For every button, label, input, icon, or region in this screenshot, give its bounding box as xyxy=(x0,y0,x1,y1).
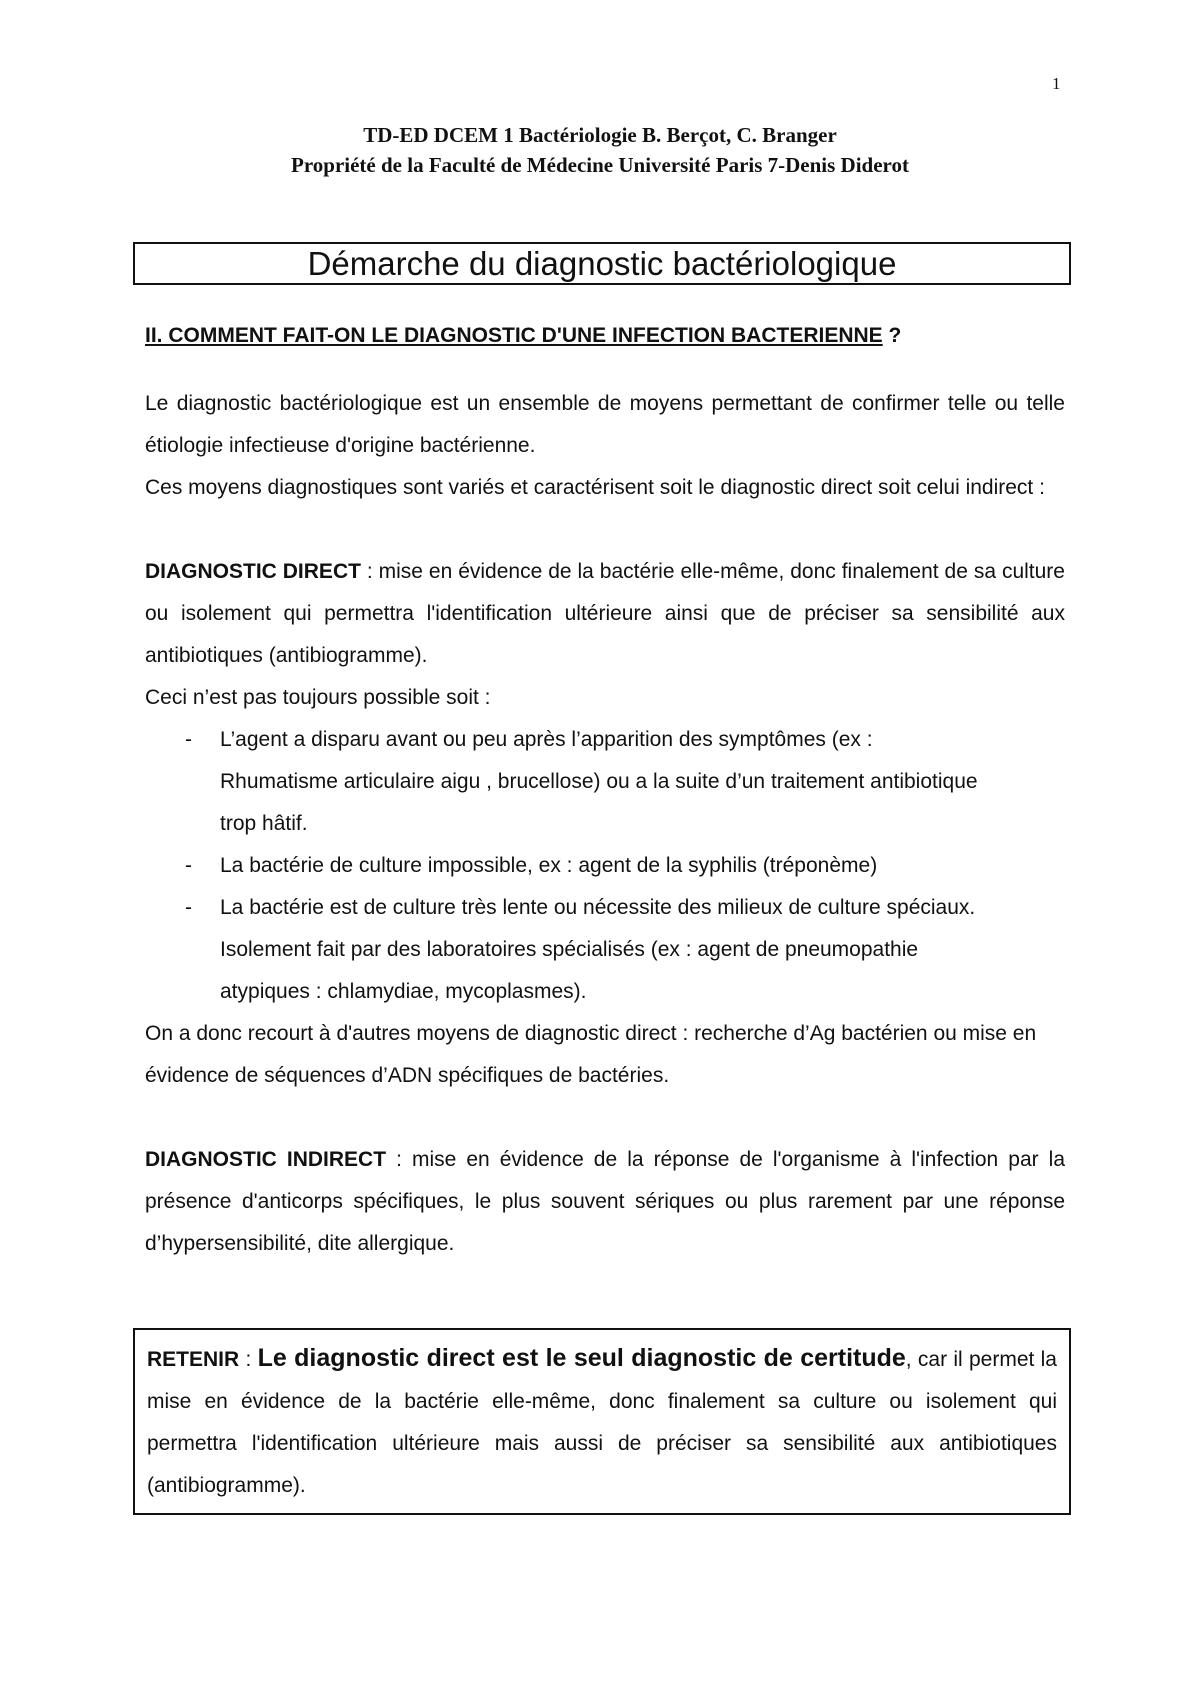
list-item xyxy=(145,845,1065,887)
page-title: Démarche du diagnostic bactériologique xyxy=(133,242,1071,285)
bullet-text: La bactérie est de culture très lente ou nécessite des milieux de culture spéciaux. Isolement fait par des laboratoires spécialisés (ex : agent de pneumopathie atypiques : chlamydiae, mycoplasmes). xyxy=(220,896,976,1003)
retenir-colon: : xyxy=(239,1348,258,1371)
retenir-paragraph xyxy=(147,1337,1057,1507)
bullet-text: L’agent a disparu avant ou peu après l’apparition des symptômes (ex : Rhumatisme articulaire aigu , brucellose) ou a la suite d’un traitement antibiotique trop hâtif. xyxy=(220,728,978,835)
direct-diagnosis-text: : mise en évidence de la bactérie elle-même, donc finalement de sa culture ou isolement qui permettra l'identification ultérieure ainsi que de préciser sa sensibilité aux antibiotiques (antibiogramme). xyxy=(145,560,1065,667)
retenir-emphasis: Le diagnostic direct est le seul diagnostic de certitude xyxy=(257,1344,906,1372)
retenir-box xyxy=(133,1328,1071,1515)
direct-diagnosis-label: DIAGNOSTIC DIRECT xyxy=(145,560,361,583)
direct-diagnosis-paragraph xyxy=(145,551,1065,677)
intro-paragraph-1: Le diagnostic bactériologique est un ensemble de moyens permettant de confirmer telle ou telle étiologie infectieuse d'origine bactérienne. xyxy=(145,392,1065,457)
intro-paragraph-2: Ces moyens diagnostiques sont variés et caractérisent soit le diagnostic direct soit celui indirect : xyxy=(145,476,1045,499)
page-number: 1 xyxy=(1052,74,1061,93)
bullet-dash: - xyxy=(185,854,192,877)
document-body xyxy=(145,383,1065,1265)
bullet-dash: - xyxy=(185,728,192,751)
section-heading-text: II. COMMENT FAIT-ON LE DIAGNOSTIC D'UNE INFECTION BACTERIENNE xyxy=(145,324,883,347)
bullet-dash: - xyxy=(185,896,192,919)
indirect-diagnosis-paragraph xyxy=(145,1139,1065,1265)
not-possible-text: Ceci n’est pas toujours possible soit : xyxy=(145,686,491,709)
header-line-authors: TD-ED DCEM 1 Bactériologie B. Berçot, C. Branger xyxy=(363,123,837,147)
document-header xyxy=(0,120,1200,180)
retenir-text: , car il permet la mise en évidence de la bactérie elle-même, donc finalement sa culture ou isolement qui permettra l'identification ultérieure mais aussi de préciser sa sensibilité aux antibiotiques (antibiogramme). xyxy=(147,1348,1057,1497)
indirect-diagnosis-text: : mise en évidence de la réponse de l'organisme à l'infection par la présence d'anticorps spécifiques, le plus souvent sériques ou plus rarement par une réponse d’hypersensibilité, dite allergique. xyxy=(145,1148,1065,1255)
direct-conclusion: On a donc recourt à d'autres moyens de diagnostic direct : recherche d’Ag bactérien ou mise en évidence de séquences d’ADN spécifiques de bactéries. xyxy=(145,1022,1037,1087)
section-heading xyxy=(145,320,901,352)
list-item xyxy=(145,887,1065,1013)
header-line-property: Propriété de la Faculté de Médecine Université Paris 7-Denis Diderot xyxy=(291,153,909,177)
section-heading-suffix: ? xyxy=(882,324,902,347)
retenir-label: RETENIR xyxy=(147,1348,240,1371)
list-item xyxy=(145,719,1065,845)
bullet-text: La bactérie de culture impossible, ex : agent de la syphilis (tréponème) xyxy=(220,854,878,877)
indirect-diagnosis-label: DIAGNOSTIC INDIRECT xyxy=(145,1148,387,1171)
